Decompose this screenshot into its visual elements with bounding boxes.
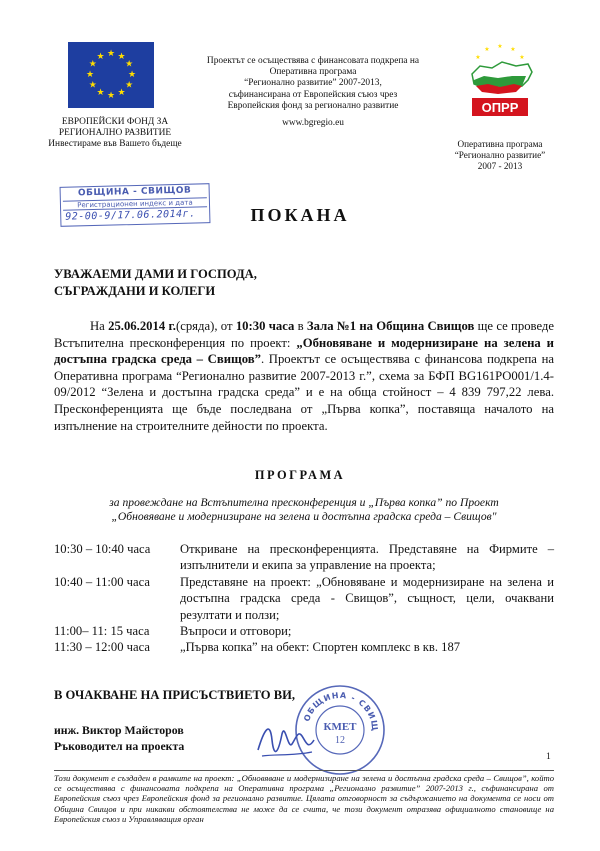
header-line4: съфинансирана от Европейския съюз чрез xyxy=(228,89,398,100)
oprr-caption-line1: Оперативна програма xyxy=(457,139,543,149)
svg-text:★: ★ xyxy=(475,54,481,61)
eu-fund-caption xyxy=(40,117,190,150)
body-text-2: (сряда), от xyxy=(175,319,236,333)
schedule-row xyxy=(54,623,554,639)
eu-caption-line4: бъдеще xyxy=(152,139,182,149)
schedule-description: Откриване на пресконференцията. Представяне на Фирмите – изпълнители и екипа за управление на проекта; xyxy=(180,542,554,573)
svg-text:★: ★ xyxy=(88,59,97,70)
signatory xyxy=(54,722,184,754)
svg-text:★: ★ xyxy=(85,70,95,80)
schedule-row xyxy=(54,574,554,623)
disclaimer-footer: Този документ е създаден в рамките на проект: „Обновяване и модернизиране на зелена и достъпна градска среда – Свищов”, който се осъществява с финансовата подкрепа на Оперативна програма „Регионално развитие” 2007-2013 г., съфинансирана от Европейския съюз чрез Европейския фонд за регионално развитие. Цялата отговорност за съдържанието на документа се носи от Община Свищов и при никакви обстоятелства не може да се счита, че този документ отразява официалното становище на Европейския съюз и Управляващия орган xyxy=(54,770,554,824)
oprr-caption-line2: “Регионално развитие” xyxy=(454,150,546,160)
header-line1: Проектът се осъществява с финансовата подкрепа на xyxy=(206,56,420,66)
document-title: ПОКАНА xyxy=(250,205,350,225)
body-text-5: . Проектът се осъществява с финансова подкрепа на Оперативна програма “Регионално развитие 2007-2013 г.”, схема за БФП BG161PO001/1.4-09/2012 “Зелена и достъпна градска среда” и е на обща стойност – 4 839 797,22 лева. Пресконференцията ще бъде последвана от „Първа копка”, поставяща началото на изпълнение на строителните дейности по проекта. xyxy=(54,352,554,433)
stamp-title: ОБЩИНА - СВИЩОВ xyxy=(77,185,192,199)
greeting-line2: СЪГРАЖДАНИ И КОЛЕГИ xyxy=(54,284,216,298)
body-text-4: ще се проведе Встъпителна пресконференция по проект: xyxy=(54,319,555,350)
event-time: 10:30 часа xyxy=(235,319,295,333)
bgregio-link[interactable]: www.bgregio.eu xyxy=(282,118,344,129)
event-place: Зала №1 на Община Свищов xyxy=(306,319,475,333)
svg-text:★: ★ xyxy=(497,43,503,50)
schedule-description: „Първа копка” на обект: Спортен комплекс в кв. 187 xyxy=(180,640,461,655)
invitation-paragraph xyxy=(54,318,554,434)
schedule-description: Представяне на проект: „Обновяване и модернизиране на зелена и достъпна градска среда - Свищов”, същност, цели, очаквани резултати и ползи; xyxy=(180,574,554,622)
header-line5: Европейския фонд за регионално развитие xyxy=(227,100,399,111)
page-number: 1 xyxy=(546,752,551,762)
signatory-name: инж. Виктор Майсторов xyxy=(54,723,184,737)
schedule-description: Въпроси и отговори; xyxy=(180,624,292,639)
seal-number: 12 xyxy=(335,735,345,746)
header-line3: “Регионално развитие” 2007-2013, xyxy=(244,78,382,89)
svg-text:★: ★ xyxy=(106,49,116,59)
oprr-logo-text: ОПРР xyxy=(481,100,519,115)
header-line2: Оперативна програма xyxy=(269,67,357,78)
event-date: 25.06.2014 г. xyxy=(108,319,176,333)
eu-caption-line1: ЕВРОПЕЙСКИ ФОНД ЗА xyxy=(61,117,169,127)
seal-center-text: КМЕТ xyxy=(323,721,357,733)
svg-text:★: ★ xyxy=(510,46,516,53)
oprr-caption-line3: 2007 - 2013 xyxy=(477,161,523,171)
svg-text:★: ★ xyxy=(117,88,126,99)
svg-text:★: ★ xyxy=(484,46,490,53)
funding-statement xyxy=(188,56,438,129)
seal-ring-text: ОБЩИНА - СВИЩ xyxy=(302,690,380,733)
closing-line: В ОЧАКВАНЕ НА ПРИСЪСТВИЕТО ВИ, xyxy=(54,688,296,702)
svg-text:★: ★ xyxy=(117,51,126,62)
svg-text:★: ★ xyxy=(127,70,137,80)
greeting xyxy=(54,266,257,300)
oprr-map-icon xyxy=(458,40,542,136)
svg-text:★: ★ xyxy=(96,51,105,62)
svg-text:★: ★ xyxy=(125,59,134,70)
greeting-line1: УВАЖАЕМИ ДАМИ И ГОСПОДА, xyxy=(54,267,257,281)
program-subtitle-line2: „Обновяване и модернизиране на зелена и достъпна градска среда – Свищов" xyxy=(111,510,497,523)
eu-stars-icon xyxy=(68,42,154,108)
stamp-registration-number: 92-00-9/17.06.2014г. xyxy=(65,208,196,223)
svg-text:★: ★ xyxy=(106,91,116,101)
svg-text:★: ★ xyxy=(88,80,97,91)
schedule-time: 11:30 – 12:00 часа xyxy=(54,640,150,655)
stamp-subtitle: Регистрационен индекс и дата xyxy=(63,197,207,211)
schedule-time: 10:40 – 11:00 часа xyxy=(54,574,150,589)
body-text-1: На xyxy=(90,319,109,333)
eu-flag-logo xyxy=(68,42,154,108)
svg-text:★: ★ xyxy=(96,88,105,99)
program-subtitle xyxy=(54,496,554,524)
svg-text:★: ★ xyxy=(125,80,134,91)
svg-text:★: ★ xyxy=(519,54,525,61)
program-schedule xyxy=(54,541,554,656)
schedule-row xyxy=(54,639,554,655)
eu-caption-line3: Инвестираме във Вашето xyxy=(48,139,150,149)
program-subtitle-line1: за провеждане на Встъпителна пресконференция и „Първа копка” по Проект xyxy=(109,496,499,509)
oprr-logo xyxy=(458,40,542,114)
handwritten-signature xyxy=(252,710,322,770)
eu-caption-line2: РЕГИОНАЛНО РАЗВИТИЕ xyxy=(58,128,172,138)
oprr-caption xyxy=(440,139,560,172)
body-text-3: в xyxy=(294,319,307,333)
project-name: „Обновяване и модернизиране на зелена и достъпна градска среда – Свищов” xyxy=(54,335,554,367)
schedule-time: 11:00– 11: 15 часа xyxy=(54,624,150,639)
schedule-time: 10:30 – 10:40 часа xyxy=(54,542,151,556)
program-title: ПРОГРАМА xyxy=(254,468,346,482)
signatory-role: Ръководител на проекта xyxy=(54,739,185,753)
schedule-row xyxy=(54,541,554,574)
